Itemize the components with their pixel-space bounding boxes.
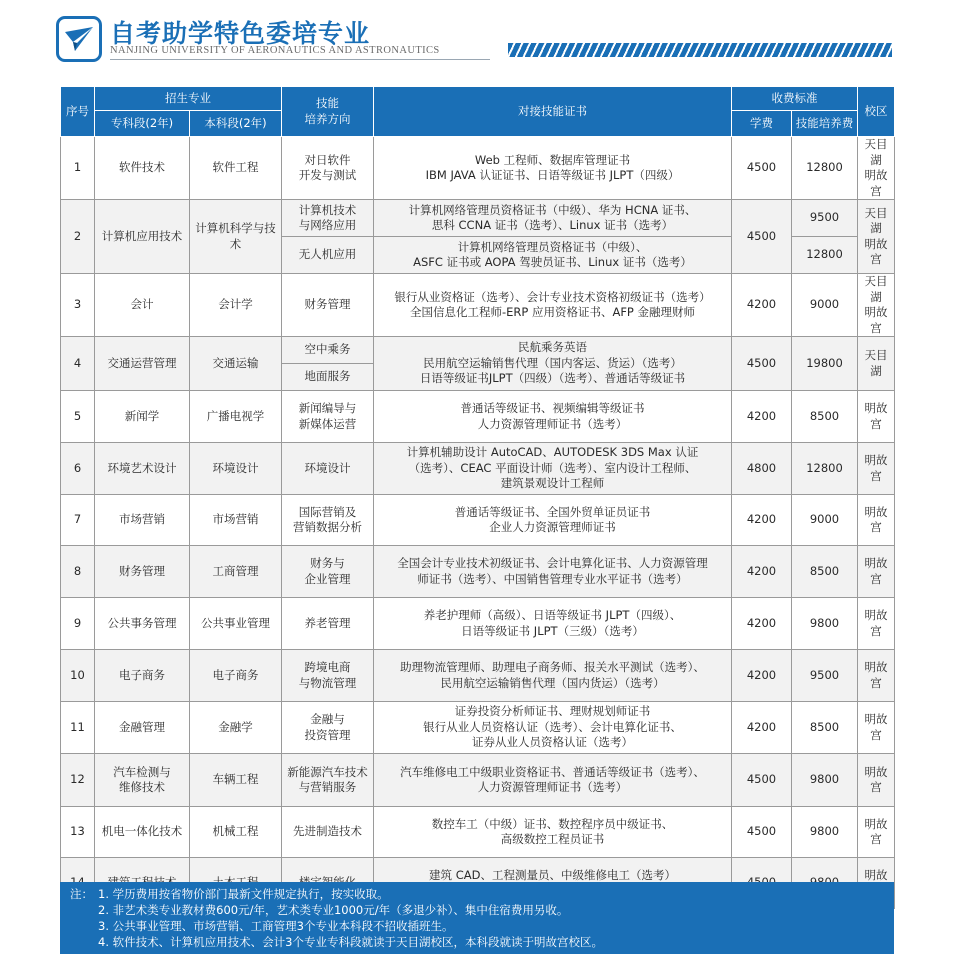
row-junior-program: 财务管理 bbox=[95, 546, 190, 598]
row-certificates: 证券投资分析师证书、理财规划师证书 银行从业人员资格认证（选考）、会计电算化证书、 证券从业人员资格认证（选考） bbox=[374, 702, 732, 754]
row-junior-program: 机电一体化技术 bbox=[95, 807, 190, 858]
row-campus: 明故宫 bbox=[858, 495, 895, 546]
table-row bbox=[61, 754, 895, 807]
row-certificates: 计算机网络管理员资格证书（中级）、华为 HCNA 证书、 思科 CCNA 证书（选考）、Linux 证书（选考） bbox=[374, 200, 732, 237]
row-tuition: 4200 bbox=[732, 650, 792, 702]
header-skill: 技能 培养方向 bbox=[282, 87, 374, 137]
row-undergrad-program: 市场营销 bbox=[190, 495, 282, 546]
row-campus: 明故宫 bbox=[858, 650, 895, 702]
row-skill-direction: 对日软件 开发与测试 bbox=[282, 137, 374, 200]
row-undergrad-program: 电子商务 bbox=[190, 650, 282, 702]
table-row bbox=[61, 391, 895, 443]
notes-panel bbox=[60, 882, 894, 954]
row-undergrad-program: 公共事业管理 bbox=[190, 598, 282, 650]
table-row bbox=[61, 137, 895, 200]
row-tuition: 4200 bbox=[732, 546, 792, 598]
table-row bbox=[61, 650, 895, 702]
row-junior-program: 环境艺术设计 bbox=[95, 443, 190, 495]
header-fee-group: 收费标准 bbox=[732, 87, 858, 111]
row-skill-fee: 12800 bbox=[792, 137, 858, 200]
notes-lines bbox=[98, 886, 603, 950]
row-tuition: 4200 bbox=[732, 702, 792, 754]
row-certificates: 建筑 CAD、工程测量员、中级维修电工（选考） bbox=[374, 858, 732, 909]
row-index: 12 bbox=[61, 754, 95, 807]
row-skill-fee: 9800 bbox=[792, 754, 858, 807]
row-tuition: 4500 bbox=[732, 807, 792, 858]
row-skill-direction: 环境设计 bbox=[282, 443, 374, 495]
row-skill-direction: 财务管理 bbox=[282, 274, 374, 337]
row-campus: 天目湖 明故宫 bbox=[858, 137, 895, 200]
row-skill-fee: 9500 bbox=[792, 650, 858, 702]
row-index: 11 bbox=[61, 702, 95, 754]
header-campus: 校区 bbox=[858, 87, 895, 137]
row-skill-direction: 跨境电商 与物流管理 bbox=[282, 650, 374, 702]
paper-plane-icon bbox=[63, 23, 95, 55]
row-index: 4 bbox=[61, 337, 95, 391]
row-certificates: Web 工程师、数据库管理证书 IBM JAVA 认证证书、日语等级证书 JLPT（四级） bbox=[374, 137, 732, 200]
note-line: 1. 学历费用按省物价部门最新文件规定执行，按实收取。 bbox=[98, 887, 389, 901]
row-skill-direction: 计算机技术 与网络应用 bbox=[282, 200, 374, 237]
row-certificates: 全国会计专业技术初级证书、会计电算化证书、人力资源管理 师证书（选考）、中国销售管理专业水平证书（选考） bbox=[374, 546, 732, 598]
note-line: 4. 软件技术、计算机应用技术、会计3个专业专科段就读于天目湖校区，本科段就读于明故宫校区。 bbox=[98, 935, 603, 949]
row-undergrad-program: 会计学 bbox=[190, 274, 282, 337]
row-tuition: 4500 bbox=[732, 337, 792, 391]
table-row bbox=[61, 598, 895, 650]
row-skill-direction: 新能源汽车技术 与营销服务 bbox=[282, 754, 374, 807]
row-skill-fee: 8500 bbox=[792, 546, 858, 598]
row-tuition: 4200 bbox=[732, 274, 792, 337]
row-index: 7 bbox=[61, 495, 95, 546]
header-index: 序号 bbox=[61, 87, 95, 137]
row-undergrad-program: 金融学 bbox=[190, 702, 282, 754]
table-row bbox=[61, 546, 895, 598]
row-certificates: 民航乘务英语 民用航空运输销售代理（国内客运、货运）（选考） 日语等级证书JLPT（四级）（选考）、普通话等级证书 bbox=[374, 337, 732, 391]
table-body bbox=[61, 137, 895, 909]
logo bbox=[56, 16, 102, 62]
row-tuition: 4500 bbox=[732, 137, 792, 200]
table-row bbox=[61, 337, 895, 364]
row-skill-fee: 9800 bbox=[792, 598, 858, 650]
row-campus: 明故宫 bbox=[858, 598, 895, 650]
table-row bbox=[61, 274, 895, 337]
row-undergrad-program: 交通运输 bbox=[190, 337, 282, 391]
row-index: 2 bbox=[61, 200, 95, 274]
header-program-group: 招生专业 bbox=[95, 87, 282, 111]
row-skill-fee: 19800 bbox=[792, 337, 858, 391]
program-table bbox=[60, 86, 895, 909]
row-campus: 天目湖 明故宫 bbox=[858, 274, 895, 337]
university-subtitle: NANJING UNIVERSITY OF AERONAUTICS AND ASTRONAUTICS bbox=[110, 45, 440, 56]
decorative-stripe-bar bbox=[508, 43, 892, 57]
row-tuition: 4200 bbox=[732, 598, 792, 650]
row-skill-direction: 养老管理 bbox=[282, 598, 374, 650]
row-junior-program: 电子商务 bbox=[95, 650, 190, 702]
row-skill-direction: 空中乘务 bbox=[282, 337, 374, 364]
row-index: 10 bbox=[61, 650, 95, 702]
row-index: 3 bbox=[61, 274, 95, 337]
row-index: 1 bbox=[61, 137, 95, 200]
page-header bbox=[0, 0, 956, 80]
note-line: 2. 非艺术类专业教材费600元/年，艺术类专业1000元/年（多退少补）、集中住宿费用另收。 bbox=[98, 903, 569, 917]
row-index: 6 bbox=[61, 443, 95, 495]
row-certificates: 普通话等级证书、视频编辑等级证书 人力资源管理师证书（选考） bbox=[374, 391, 732, 443]
row-junior-program: 市场营销 bbox=[95, 495, 190, 546]
row-tuition: 4200 bbox=[732, 495, 792, 546]
row-skill-fee: 12800 bbox=[792, 443, 858, 495]
row-skill-fee: 8500 bbox=[792, 391, 858, 443]
row-tuition: 4500 bbox=[732, 754, 792, 807]
page-title: 自考助学特色委培专业 bbox=[110, 19, 371, 48]
row-index: 8 bbox=[61, 546, 95, 598]
row-certificates: 银行从业资格证（选考）、会计专业技术资格初级证书（选考） 全国信息化工程师-ERP 应用资格证书、AFP 金融理财师 bbox=[374, 274, 732, 337]
row-skill-fee: 9000 bbox=[792, 274, 858, 337]
row-index: 5 bbox=[61, 391, 95, 443]
row-campus: 天目湖 bbox=[858, 337, 895, 391]
row-campus: 明故 bbox=[858, 858, 895, 909]
row-skill-direction: 财务与 企业管理 bbox=[282, 546, 374, 598]
row-campus: 明故宫 bbox=[858, 754, 895, 807]
row-campus: 明故宫 bbox=[858, 443, 895, 495]
table-row bbox=[61, 443, 895, 495]
table-header bbox=[61, 87, 895, 137]
subtitle-rule bbox=[110, 59, 490, 60]
row-undergrad-program: 软件工程 bbox=[190, 137, 282, 200]
row-tuition: 4800 bbox=[732, 443, 792, 495]
row-campus: 天目湖 明故宫 bbox=[858, 200, 895, 274]
row-certificates: 养老护理师（高级）、日语等级证书 JLPT（四级）、 日语等级证书 JLPT（三级）（选考） bbox=[374, 598, 732, 650]
note-line: 3. 公共事业管理、市场营销、工商管理3个专业本科段不招收插班生。 bbox=[98, 919, 454, 933]
row-campus: 明故宫 bbox=[858, 702, 895, 754]
row-undergrad-program: 计算机科学与技术 bbox=[190, 200, 282, 274]
row-index: 13 bbox=[61, 807, 95, 858]
table-row bbox=[61, 495, 895, 546]
row-junior-program: 计算机应用技术 bbox=[95, 200, 190, 274]
row-campus: 明故宫 bbox=[858, 391, 895, 443]
header-undergrad: 本科段(2年) bbox=[190, 111, 282, 137]
row-junior-program: 交通运营管理 bbox=[95, 337, 190, 391]
row-skill-direction: 先进制造技术 bbox=[282, 807, 374, 858]
row-undergrad-program: 环境设计 bbox=[190, 443, 282, 495]
table-row bbox=[61, 200, 895, 237]
row-certificates: 助理物流管理师、助理电子商务师、报关水平测试（选考）、 民用航空运输销售代理（国内货运）（选考） bbox=[374, 650, 732, 702]
row-certificates: 计算机网络管理员资格证书（中级）、 ASFC 证书或 AOPA 驾驶员证书、Linux 证书（选考） bbox=[374, 237, 732, 274]
row-undergrad-program: 广播电视学 bbox=[190, 391, 282, 443]
row-certificates: 计算机辅助设计 AutoCAD、AUTODESK 3DS Max 认证 （选考）、CEAC 平面设计师（选考）、室内设计工程师、 建筑景观设计工程师 bbox=[374, 443, 732, 495]
row-skill-fee: 9800 bbox=[792, 807, 858, 858]
row-undergrad-program: 车辆工程 bbox=[190, 754, 282, 807]
row-tuition: 4500 bbox=[732, 200, 792, 274]
row-skill-fee: 9000 bbox=[792, 495, 858, 546]
row-certificates: 汽车维修电工中级职业资格证书、普通话等级证书（选考）、 人力资源管理师证书（选考） bbox=[374, 754, 732, 807]
row-certificates: 数控车工（中级）证书、数控程序员中级证书、 高级数控工程员证书 bbox=[374, 807, 732, 858]
row-junior-program: 会计 bbox=[95, 274, 190, 337]
row-junior-program: 软件技术 bbox=[95, 137, 190, 200]
row-skill-direction: 无人机应用 bbox=[282, 237, 374, 274]
row-skill-fee: 8500 bbox=[792, 702, 858, 754]
row-junior-program: 公共事务管理 bbox=[95, 598, 190, 650]
header-skill-fee: 技能培养费 bbox=[792, 111, 858, 137]
row-index: 9 bbox=[61, 598, 95, 650]
header-tuition: 学费 bbox=[732, 111, 792, 137]
row-campus: 明故宫 bbox=[858, 546, 895, 598]
row-skill-direction: 地面服务 bbox=[282, 364, 374, 391]
row-campus: 明故宫 bbox=[858, 807, 895, 858]
notes-label: 注： bbox=[70, 887, 93, 901]
row-skill-fee: 12800 bbox=[792, 237, 858, 274]
row-junior-program: 金融管理 bbox=[95, 702, 190, 754]
table-row bbox=[61, 702, 895, 754]
row-certificates: 普通话等级证书、全国外贸单证员证书 企业人力资源管理师证书 bbox=[374, 495, 732, 546]
row-skill-direction: 新闻编导与 新媒体运营 bbox=[282, 391, 374, 443]
row-undergrad-program: 机械工程 bbox=[190, 807, 282, 858]
row-tuition: 4200 bbox=[732, 391, 792, 443]
row-skill-fee: 9500 bbox=[792, 200, 858, 237]
table-row bbox=[61, 807, 895, 858]
row-skill-direction: 国际营销及 营销数据分析 bbox=[282, 495, 374, 546]
row-junior-program: 汽车检测与 维修技术 bbox=[95, 754, 190, 807]
row-junior-program: 新闻学 bbox=[95, 391, 190, 443]
header-junior: 专科段(2年) bbox=[95, 111, 190, 137]
row-skill-direction: 金融与 投资管理 bbox=[282, 702, 374, 754]
header-cert: 对接技能证书 bbox=[374, 87, 732, 137]
row-undergrad-program: 工商管理 bbox=[190, 546, 282, 598]
